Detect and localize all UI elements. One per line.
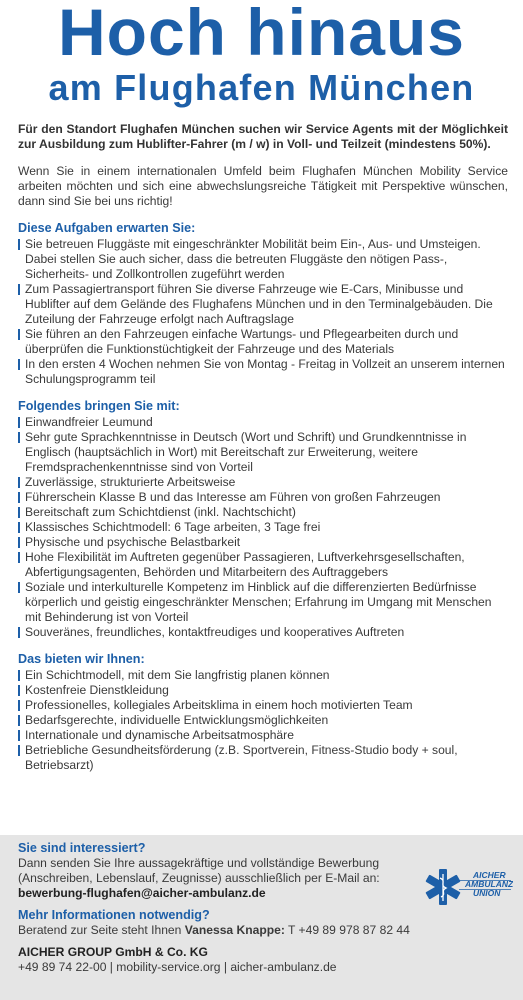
contact-name: Vanessa Knappe:	[184, 923, 285, 937]
logo-text-union: UNION	[473, 888, 501, 898]
bullet-bar	[18, 522, 20, 533]
section-benefits	[18, 652, 508, 773]
company-name: AICHER GROUP GmbH & Co. KG	[18, 945, 208, 959]
bullet-bar	[18, 284, 20, 295]
list-item: In den ersten 4 Wochen nehmen Sie von Montag - Freitag in Vollzeit an unserem internen Schulungsprogramm teil	[18, 357, 508, 387]
list-item: Ein Schichtmodell, mit dem Sie langfristig planen können	[18, 668, 508, 683]
logo-text-ambulanz: AMBULANZ	[465, 879, 513, 889]
footer-text	[18, 841, 418, 975]
bullet-bar	[18, 582, 20, 593]
list-item: Soziale und interkulturelle Kompetenz im Hinblick auf die differenzierten Bedürfnisse körperlich und geistig eingeschränkter Menschen; Erfahrung im Umgang mit Menschen mit Behinderung ist von Vorteil	[18, 580, 508, 625]
list-item: Professionelles, kollegiales Arbeitsklima in einem hoch motivierten Team	[18, 698, 508, 713]
list-item: Betriebliche Gesundheitsförderung (z.B. Sportverein, Fitness-Studio body + soul, Betriebsarzt)	[18, 743, 508, 773]
section-title: Das bieten wir Ihnen:	[18, 652, 145, 666]
section-tasks	[18, 221, 508, 387]
headline-sub: am Flughafen München	[48, 67, 475, 108]
interested-text: Dann senden Sie Ihre aussagekräftige und vollständige Bewerbung (Anschreiben, Lebenslauf, Zeugnisse) ausschließlich per E-Mail an:	[18, 856, 380, 885]
list-item: Sehr gute Sprachkenntnisse in Deutsch (Wort und Schrift) und Grundkenntnisse in Englisch (hauptsächlich in Wort) mit Bereitschaft zur Erweiterung, weitere Fremdsprachenkenntnisse sind von Vorteil	[18, 430, 508, 475]
star-of-life-icon	[425, 869, 460, 905]
bullet-bar	[18, 477, 20, 488]
list-item: Zum Passagiertransport führen Sie diverse Fahrzeuge wie E-Cars, Minibusse und Hublifter auf dem Gelände des Flughafens München und in den Terminalgebäuden. Die Zuteilung der Fahrzeuge erfolgt nach Auftragslage	[18, 282, 508, 327]
bullet-bar	[18, 670, 20, 681]
task-list	[18, 237, 508, 387]
intro-paragraph: Wenn Sie in einem internationalen Umfeld beim Flughafen München Mobility Service arbeiten möchten und sich eine abwechslungsreiche Tätigkeit mit Perspektive wünschen, dann sind Sie bei uns richtig!	[18, 164, 508, 208]
list-item: Hohe Flexibilität im Auftreten gegenüber Passagieren, Luftverkehrsgesellschaften, Abfertigungsagenten, Behörden und Mitarbeitern des Auftraggebers	[18, 550, 508, 580]
main-content	[18, 122, 508, 785]
bullet-bar	[18, 537, 20, 548]
list-item: Sie betreuen Fluggäste mit eingeschränkter Mobilität beim Ein-, Aus- und Umsteigen. Dabei stellen Sie auch sicher, dass die betreuten Fluggäste den nötigen Pass-, Sicherheits- und Zollkontrollen zugeführt werden	[18, 237, 508, 282]
bullet-bar	[18, 700, 20, 711]
bullet-bar	[18, 715, 20, 726]
aicher-ambulanz-logo	[421, 855, 513, 915]
section-title: Folgendes bringen Sie mit:	[18, 399, 180, 413]
bullet-bar	[18, 329, 20, 340]
benefits-list	[18, 668, 508, 773]
list-item: Einwandfreier Leumund	[18, 415, 508, 430]
bullet-bar	[18, 417, 20, 428]
list-item: Bedarfsgerechte, individuelle Entwicklungsmöglichkeiten	[18, 713, 508, 728]
bullet-bar	[18, 492, 20, 503]
contact-line: Beratend zur Seite steht Ihnen Vanessa Knappe: T +49 89 978 87 82 44	[18, 923, 410, 937]
bullet-bar	[18, 730, 20, 741]
info-title: Mehr Informationen notwendig?	[18, 908, 210, 922]
company-contact-line: +49 89 74 22-00 | mobility-service.org | aicher-ambulanz.de	[18, 960, 337, 974]
list-item: Physische und psychische Belastbarkeit	[18, 535, 508, 550]
interested-title: Sie sind interessiert?	[18, 841, 146, 855]
list-item: Internationale und dynamische Arbeitsatmosphäre	[18, 728, 508, 743]
bullet-bar	[18, 685, 20, 696]
contact-phone: T +49 89 978 87 82 44	[284, 923, 410, 937]
list-item: Klassisches Schichtmodell: 6 Tage arbeiten, 3 Tage frei	[18, 520, 508, 535]
bullet-bar	[18, 552, 20, 563]
list-item: Souveränes, freundliches, kontaktfreudiges und kooperatives Auftreten	[18, 625, 508, 640]
headline-main: Hoch hinaus	[57, 0, 466, 69]
section-title: Diese Aufgaben erwarten Sie:	[18, 221, 196, 235]
section-requirements	[18, 399, 508, 640]
bullet-bar	[18, 507, 20, 518]
bullet-bar	[18, 432, 20, 443]
application-email-link[interactable]: bewerbung-flughafen@aicher-ambulanz.de	[18, 886, 266, 900]
list-item: Zuverlässige, strukturierte Arbeitsweise	[18, 475, 508, 490]
list-item: Führerschein Klasse B und das Interesse am Führen von großen Fahrzeugen	[18, 490, 508, 505]
bullet-bar	[18, 745, 20, 756]
list-item: Bereitschaft zum Schichtdienst (inkl. Nachtschicht)	[18, 505, 508, 520]
requirements-list	[18, 415, 508, 640]
list-item: Sie führen an den Fahrzeugen einfache Wartungs- und Pflegearbeiten durch und überprüfen die Funktionstüchtigkeit der Fahrzeuge und des Materials	[18, 327, 508, 357]
logo-text-aicher: AICHER	[473, 870, 506, 880]
list-item: Kostenfreie Dienstkleidung	[18, 683, 508, 698]
bullet-bar	[18, 627, 20, 638]
bullet-bar	[18, 239, 20, 250]
intro-bold-paragraph: Für den Standort Flughafen München suchen wir Service Agents mit der Möglichkeit zur Ausbildung zum Hublifter-Fahrer (m / w) in Voll- und Teilzeit (mindestens 50%).	[18, 122, 508, 151]
bullet-bar	[18, 359, 20, 370]
